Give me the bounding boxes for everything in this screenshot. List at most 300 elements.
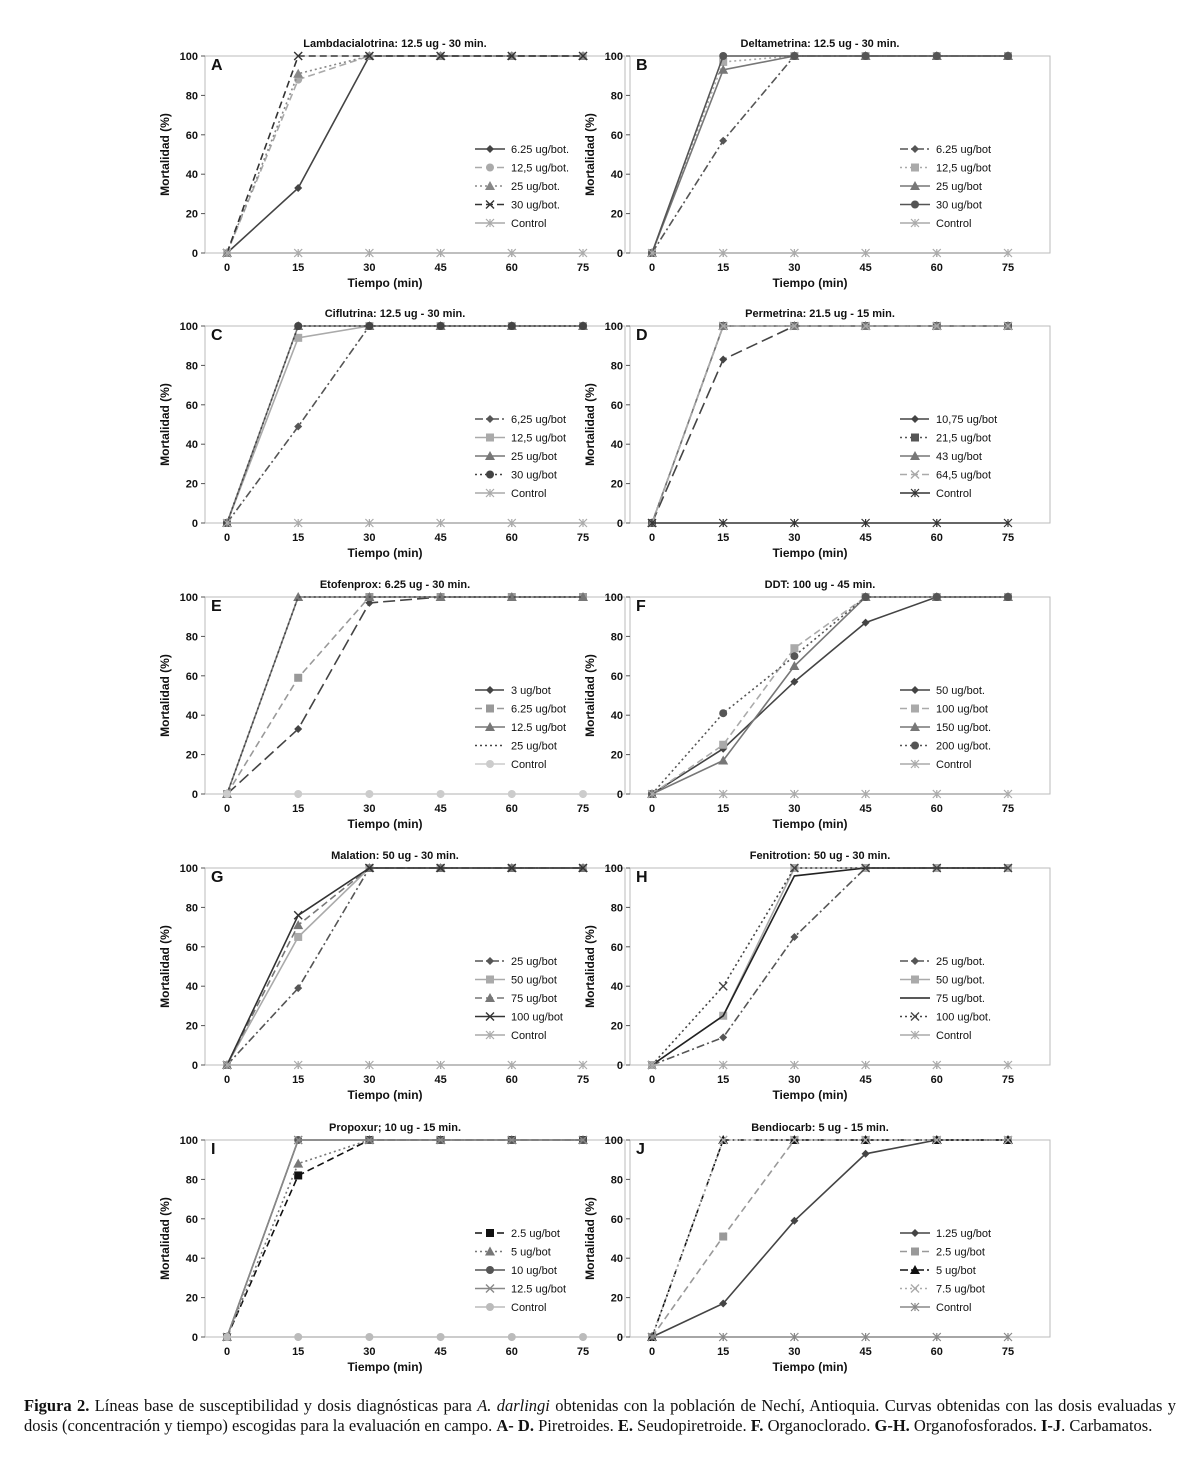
legend-marker	[486, 1303, 494, 1311]
series-5	[648, 1061, 1012, 1069]
data-point	[294, 322, 302, 330]
x-tick-label: 45	[859, 1074, 872, 1086]
caption-text-ij: . Carbamatos.	[1061, 1416, 1153, 1435]
chart-panel-h	[583, 850, 1050, 1102]
y-tick-label: 0	[616, 1060, 623, 1072]
chart-panel-d	[583, 308, 1050, 560]
y-tick-label: 60	[610, 1213, 623, 1226]
data-point	[365, 322, 373, 330]
chart-title: Propoxur; 10 ug - 15 min.	[328, 1122, 462, 1134]
legend-marker	[486, 164, 494, 172]
caption-panel-ij: I-J	[1041, 1416, 1062, 1435]
legend-marker	[486, 705, 494, 713]
x-axis-label: Tiempo (min)	[772, 1088, 848, 1102]
x-tick-label: 60	[505, 262, 518, 274]
x-tick-label: 60	[930, 803, 943, 815]
legend-marker	[486, 415, 494, 423]
chart-title: Etofenprox: 6.25 ug - 30 min.	[319, 579, 471, 591]
legend	[475, 144, 569, 230]
caption-text-ad: Piretroides.	[533, 1416, 618, 1435]
y-tick-label: 100	[604, 1135, 623, 1147]
y-tick-label: 100	[604, 592, 623, 604]
y-axis-label: Mortalidad (%)	[583, 925, 597, 1008]
legend-marker	[911, 1285, 919, 1293]
panel-letter: F	[636, 598, 646, 615]
x-tick-label: 60	[505, 803, 518, 815]
y-tick-label: 40	[185, 439, 198, 452]
legend	[900, 685, 991, 771]
y-tick-label: 20	[610, 1020, 623, 1033]
data-point	[719, 355, 727, 363]
x-tick-label: 75	[1001, 1074, 1015, 1086]
x-tick-label: 30	[363, 1346, 376, 1358]
data-point	[223, 1333, 231, 1341]
data-point	[719, 52, 727, 60]
x-tick-label: 60	[505, 532, 518, 544]
panel-letter: C	[211, 327, 223, 344]
chart-panel-e	[158, 579, 625, 831]
y-tick-label: 20	[185, 208, 198, 221]
caption-panel-ad: A- D.	[496, 1416, 534, 1435]
y-tick-label: 80	[185, 90, 198, 103]
legend-label: Control	[936, 218, 972, 230]
y-tick-label: 20	[610, 749, 623, 762]
legend-label: 25 ug/bot.	[511, 181, 560, 193]
y-axis-label: Mortalidad (%)	[158, 654, 172, 737]
series-5	[223, 1061, 587, 1069]
data-point	[437, 790, 445, 798]
x-tick-label: 15	[292, 1074, 305, 1086]
data-point	[437, 322, 445, 330]
legend-label: 12.5 ug/bot	[511, 1283, 567, 1296]
legend-label: Control	[936, 759, 972, 771]
data-point	[294, 911, 302, 919]
y-tick-label: 40	[610, 710, 623, 723]
series-5	[648, 790, 1012, 798]
legend-marker	[911, 957, 919, 965]
y-tick-label: 80	[610, 1174, 623, 1187]
x-tick-label: 15	[717, 262, 730, 274]
legend-marker	[486, 686, 494, 694]
x-tick-label: 30	[788, 1074, 801, 1086]
legend-label: 12,5 ug/bot	[936, 162, 992, 175]
x-tick-label: 45	[434, 262, 447, 274]
y-tick-label: 40	[610, 1253, 623, 1266]
chart-title: Ciflutrina: 12.5 ug - 30 min.	[324, 308, 466, 320]
legend-marker	[486, 434, 494, 442]
legend	[475, 685, 566, 771]
legend	[900, 144, 991, 230]
panel-letter: A	[211, 57, 223, 74]
data-point	[294, 790, 302, 798]
legend-label: 12.5 ug/bot	[511, 722, 567, 734]
legend-label: Control	[511, 759, 547, 771]
x-tick-label: 75	[1001, 532, 1015, 544]
x-axis-label: Tiempo (min)	[772, 276, 848, 290]
data-point	[719, 741, 727, 749]
chart-panel-c	[158, 308, 625, 560]
y-tick-label: 20	[185, 478, 198, 491]
x-axis-label: Tiempo (min)	[772, 817, 848, 831]
y-tick-label: 0	[616, 518, 623, 530]
y-axis-label: Mortalidad (%)	[583, 654, 597, 737]
y-tick-label: 20	[185, 1020, 198, 1033]
x-tick-label: 0	[648, 532, 656, 544]
data-point	[719, 982, 727, 990]
legend-label: 2.5 ug/bot	[511, 1228, 560, 1240]
x-tick-label: 15	[292, 262, 305, 274]
y-tick-label: 40	[185, 710, 198, 723]
y-tick-label: 0	[191, 248, 198, 260]
legend-marker	[911, 145, 919, 153]
y-tick-label: 100	[179, 1135, 198, 1147]
y-tick-label: 60	[610, 670, 623, 683]
legend-label: Control	[511, 488, 547, 500]
data-point	[223, 790, 231, 798]
legend-label: 12,5 ug/bot.	[511, 162, 570, 175]
chart-panel-j	[583, 1122, 1050, 1374]
legend-label: 30 ug/bot	[511, 469, 557, 482]
y-tick-label: 40	[610, 439, 623, 452]
x-tick-label: 15	[292, 803, 305, 815]
legend-label: 50 ug/bot.	[936, 974, 985, 987]
x-tick-label: 0	[223, 803, 231, 815]
x-tick-label: 15	[717, 803, 730, 815]
series-5	[648, 1333, 1012, 1341]
y-tick-label: 100	[179, 592, 198, 604]
x-tick-label: 75	[576, 1346, 590, 1358]
legend	[475, 414, 566, 500]
legend-label: Control	[936, 1302, 972, 1314]
x-tick-label: 30	[788, 532, 801, 544]
y-tick-label: 40	[610, 169, 623, 182]
y-tick-label: 60	[610, 941, 623, 954]
y-tick-label: 100	[179, 863, 198, 875]
y-axis-label: Mortalidad (%)	[583, 113, 597, 196]
x-tick-label: 30	[788, 1346, 801, 1358]
legend-label: Control	[511, 1030, 547, 1042]
x-tick-label: 45	[434, 532, 447, 544]
caption-panel-e: E.	[617, 1416, 633, 1435]
legend-label: 100 ug/bot.	[936, 1011, 992, 1024]
legend	[900, 1228, 991, 1314]
legend-label: 6.25 ug/bot	[936, 144, 992, 156]
y-tick-label: 80	[610, 360, 623, 373]
legend-label: 21,5 ug/bot	[936, 432, 992, 445]
y-tick-label: 40	[185, 169, 198, 182]
y-tick-label: 60	[610, 399, 623, 412]
x-tick-label: 45	[434, 1346, 447, 1358]
caption-text-2: obtenidas con la población de Nechí, Antioquia. Curvas obtenidas con las dosis evaluadas y dosis (concentración y tiempo) escogidas para la evaluación en campo.	[24, 1396, 1176, 1435]
plot-frame	[630, 868, 1050, 1065]
legend-label: 2.5 ug/bot	[936, 1246, 985, 1259]
x-axis-label: Tiempo (min)	[347, 817, 423, 831]
legend-label: Control	[936, 1030, 972, 1042]
legend-label: 6,25 ug/bot	[511, 414, 567, 426]
y-tick-label: 20	[610, 1292, 623, 1305]
x-tick-label: 45	[859, 532, 872, 544]
y-tick-label: 20	[610, 478, 623, 491]
legend-label: 50 ug/bot.	[936, 685, 985, 697]
caption-text-e: Seudopiretroide.	[632, 1416, 751, 1435]
legend-label: 7.5 ug/bot	[936, 1283, 985, 1296]
x-tick-label: 75	[1001, 803, 1015, 815]
caption-panel-gh: G-H.	[874, 1416, 910, 1435]
x-tick-label: 60	[930, 1346, 943, 1358]
data-point	[1004, 52, 1012, 60]
chart-panel-a	[158, 38, 625, 290]
y-tick-label: 60	[185, 129, 198, 142]
y-tick-label: 60	[185, 670, 198, 683]
y-axis-label: Mortalidad (%)	[158, 113, 172, 196]
data-point	[933, 593, 941, 601]
y-tick-label: 20	[185, 1292, 198, 1305]
y-tick-label: 0	[616, 789, 623, 801]
chart-panel-b	[583, 38, 1050, 290]
legend-label: 5 ug/bot	[936, 1265, 976, 1277]
y-tick-label: 0	[191, 789, 198, 801]
x-tick-label: 30	[363, 803, 376, 815]
y-tick-label: 100	[179, 321, 198, 333]
y-tick-label: 60	[185, 941, 198, 954]
y-tick-label: 40	[185, 1253, 198, 1266]
data-point	[790, 652, 798, 660]
legend-label: Control	[511, 1302, 547, 1314]
data-point	[294, 674, 302, 682]
y-tick-label: 20	[185, 749, 198, 762]
legend-label: 1.25 ug/bot	[936, 1228, 992, 1240]
x-tick-label: 0	[223, 1346, 231, 1358]
data-point	[862, 593, 870, 601]
legend-label: 10 ug/bot	[511, 1265, 557, 1277]
legend-label: 10,75 ug/bot	[936, 414, 998, 426]
chart-title: DDT: 100 ug - 45 min.	[764, 579, 876, 591]
x-tick-label: 0	[223, 262, 231, 274]
legend-label: 6.25 ug/bot	[511, 703, 567, 716]
legend-marker	[911, 434, 919, 442]
legend-label: 25 ug/bot	[511, 451, 557, 463]
panel-letter: H	[636, 869, 648, 886]
legend-label: 25 ug/bot	[511, 740, 557, 753]
legend-marker	[911, 742, 919, 750]
x-axis-label: Tiempo (min)	[772, 1360, 848, 1374]
x-axis-label: Tiempo (min)	[772, 546, 848, 560]
data-point	[508, 790, 516, 798]
y-tick-label: 0	[616, 248, 623, 260]
x-tick-label: 60	[930, 262, 943, 274]
legend-label: Control	[936, 488, 972, 500]
y-tick-label: 0	[191, 518, 198, 530]
plot-frame	[205, 868, 625, 1065]
y-tick-label: 80	[185, 360, 198, 373]
panel-letter: D	[636, 327, 648, 344]
x-tick-label: 0	[648, 1074, 656, 1086]
y-tick-label: 100	[604, 863, 623, 875]
x-tick-label: 60	[505, 1074, 518, 1086]
y-tick-label: 60	[185, 1213, 198, 1226]
x-tick-label: 45	[859, 803, 872, 815]
y-tick-label: 20	[610, 208, 623, 221]
legend-label: 200 ug/bot.	[936, 740, 992, 753]
legend-label: 25 ug/bot.	[936, 956, 985, 968]
series-5	[648, 249, 1012, 257]
legend-marker	[911, 201, 919, 209]
panel-letter: J	[636, 1141, 645, 1158]
y-axis-label: Mortalidad (%)	[583, 383, 597, 466]
legend-marker	[486, 145, 494, 153]
x-tick-label: 60	[505, 1346, 518, 1358]
plot-frame	[205, 597, 625, 794]
x-tick-label: 15	[717, 1346, 730, 1358]
legend-marker	[911, 1248, 919, 1256]
legend-label: Control	[511, 218, 547, 230]
y-axis-label: Mortalidad (%)	[158, 383, 172, 466]
caption-panel-f: F.	[750, 1416, 764, 1435]
data-point	[365, 1333, 373, 1341]
x-tick-label: 45	[434, 1074, 447, 1086]
legend-label: 30 ug/bot	[936, 199, 982, 212]
x-tick-label: 30	[363, 532, 376, 544]
chart-panel-g	[158, 850, 625, 1102]
caption-text-gh: Organofosforados.	[909, 1416, 1041, 1435]
legend-marker	[486, 1229, 494, 1237]
legend-marker	[911, 976, 919, 984]
chart-title: Fenitrotion: 50 ug - 30 min.	[749, 850, 891, 862]
y-tick-label: 0	[191, 1060, 198, 1072]
panel-letter: I	[211, 1141, 216, 1158]
legend-label: 25 ug/bot	[511, 956, 557, 968]
legend-label: 150 ug/bot.	[936, 722, 992, 734]
x-tick-label: 75	[576, 532, 590, 544]
data-point	[1004, 593, 1012, 601]
x-tick-label: 75	[576, 1074, 590, 1086]
y-tick-label: 100	[179, 51, 198, 63]
chart-panel-f	[583, 579, 1050, 831]
legend-label: 12,5 ug/bot	[511, 432, 567, 445]
legend-marker	[486, 1266, 494, 1274]
y-tick-label: 80	[185, 902, 198, 915]
caption-text-1: Líneas base de susceptibilidad y dosis diagnósticas para	[89, 1396, 478, 1415]
x-tick-label: 30	[363, 262, 376, 274]
y-tick-label: 0	[616, 1332, 623, 1344]
legend-marker	[486, 957, 494, 965]
data-point	[294, 1333, 302, 1341]
x-tick-label: 45	[859, 1346, 872, 1358]
legend-marker	[486, 471, 494, 479]
chart-title: Lambdacialotrina: 12.5 ug - 30 min.	[303, 38, 487, 50]
legend-label: 50 ug/bot	[511, 974, 557, 987]
x-tick-label: 15	[717, 532, 730, 544]
y-tick-label: 80	[610, 631, 623, 644]
legend-label: 64,5 ug/bot	[936, 469, 992, 482]
chart-title: Bendiocarb: 5 ug - 15 min.	[751, 1122, 889, 1134]
data-point	[719, 1233, 727, 1241]
legend-marker	[486, 976, 494, 984]
x-tick-label: 0	[648, 803, 656, 815]
caption-species: A. darlingi	[477, 1396, 550, 1415]
panel-letter: B	[636, 57, 648, 74]
y-axis-label: Mortalidad (%)	[583, 1197, 597, 1280]
data-point	[579, 322, 587, 330]
y-tick-label: 80	[185, 631, 198, 644]
data-point	[933, 52, 941, 60]
y-tick-label: 80	[185, 1174, 198, 1187]
series-5	[648, 519, 1012, 527]
y-tick-label: 40	[610, 981, 623, 994]
legend-label: 75 ug/bot	[511, 993, 557, 1005]
legend-label: 75 ug/bot.	[936, 993, 985, 1005]
x-tick-label: 45	[859, 262, 872, 274]
x-tick-label: 30	[788, 262, 801, 274]
plot-frame	[630, 597, 1050, 794]
y-axis-label: Mortalidad (%)	[158, 1197, 172, 1280]
x-tick-label: 15	[717, 1074, 730, 1086]
x-tick-label: 0	[223, 532, 231, 544]
legend-label: 3 ug/bot	[511, 685, 551, 697]
x-axis-label: Tiempo (min)	[347, 1088, 423, 1102]
series-5	[223, 249, 587, 257]
data-point	[790, 52, 798, 60]
data-point	[294, 933, 302, 941]
caption-label: Figura 2.	[24, 1396, 90, 1415]
chart-title: Deltametrina: 12.5 ug - 30 min.	[740, 38, 900, 50]
figure-caption	[24, 1396, 1176, 1436]
legend	[475, 1228, 566, 1314]
x-tick-label: 0	[648, 1346, 656, 1358]
data-point	[294, 1171, 302, 1179]
legend-label: 100 ug/bot	[511, 1011, 563, 1024]
series-5	[223, 790, 587, 798]
legend-marker	[911, 686, 919, 694]
y-tick-label: 100	[604, 321, 623, 333]
x-tick-label: 30	[363, 1074, 376, 1086]
y-tick-label: 80	[610, 902, 623, 915]
x-axis-label: Tiempo (min)	[347, 546, 423, 560]
x-tick-label: 75	[576, 803, 590, 815]
data-point	[790, 644, 798, 652]
chart-title: Permetrina: 21.5 ug - 15 min.	[745, 308, 895, 320]
data-point	[862, 52, 870, 60]
x-tick-label: 60	[930, 1074, 943, 1086]
y-tick-label: 60	[185, 399, 198, 412]
x-tick-label: 0	[648, 262, 656, 274]
series-5	[223, 519, 587, 527]
legend	[900, 414, 997, 500]
data-point	[508, 1333, 516, 1341]
panel-letter: G	[211, 869, 224, 886]
y-tick-label: 40	[185, 981, 198, 994]
legend-label: 30 ug/bot.	[511, 199, 560, 212]
legend-label: 5 ug/bot	[511, 1246, 551, 1259]
x-axis-label: Tiempo (min)	[347, 1360, 423, 1374]
x-tick-label: 0	[223, 1074, 231, 1086]
legend-marker	[911, 705, 919, 713]
y-tick-label: 80	[610, 90, 623, 103]
data-point	[719, 137, 727, 145]
data-point	[508, 322, 516, 330]
x-axis-label: Tiempo (min)	[347, 276, 423, 290]
caption-text-f: Organoclorado.	[763, 1416, 875, 1435]
x-tick-label: 15	[292, 532, 305, 544]
legend-marker	[911, 1229, 919, 1237]
panel-letter: E	[211, 598, 222, 615]
chart-panel-i	[158, 1122, 625, 1374]
data-point	[579, 1333, 587, 1341]
legend-marker	[911, 1013, 919, 1021]
x-tick-label: 60	[930, 532, 943, 544]
legend-label: 43 ug/bot	[936, 451, 982, 463]
x-tick-label: 75	[1001, 262, 1015, 274]
